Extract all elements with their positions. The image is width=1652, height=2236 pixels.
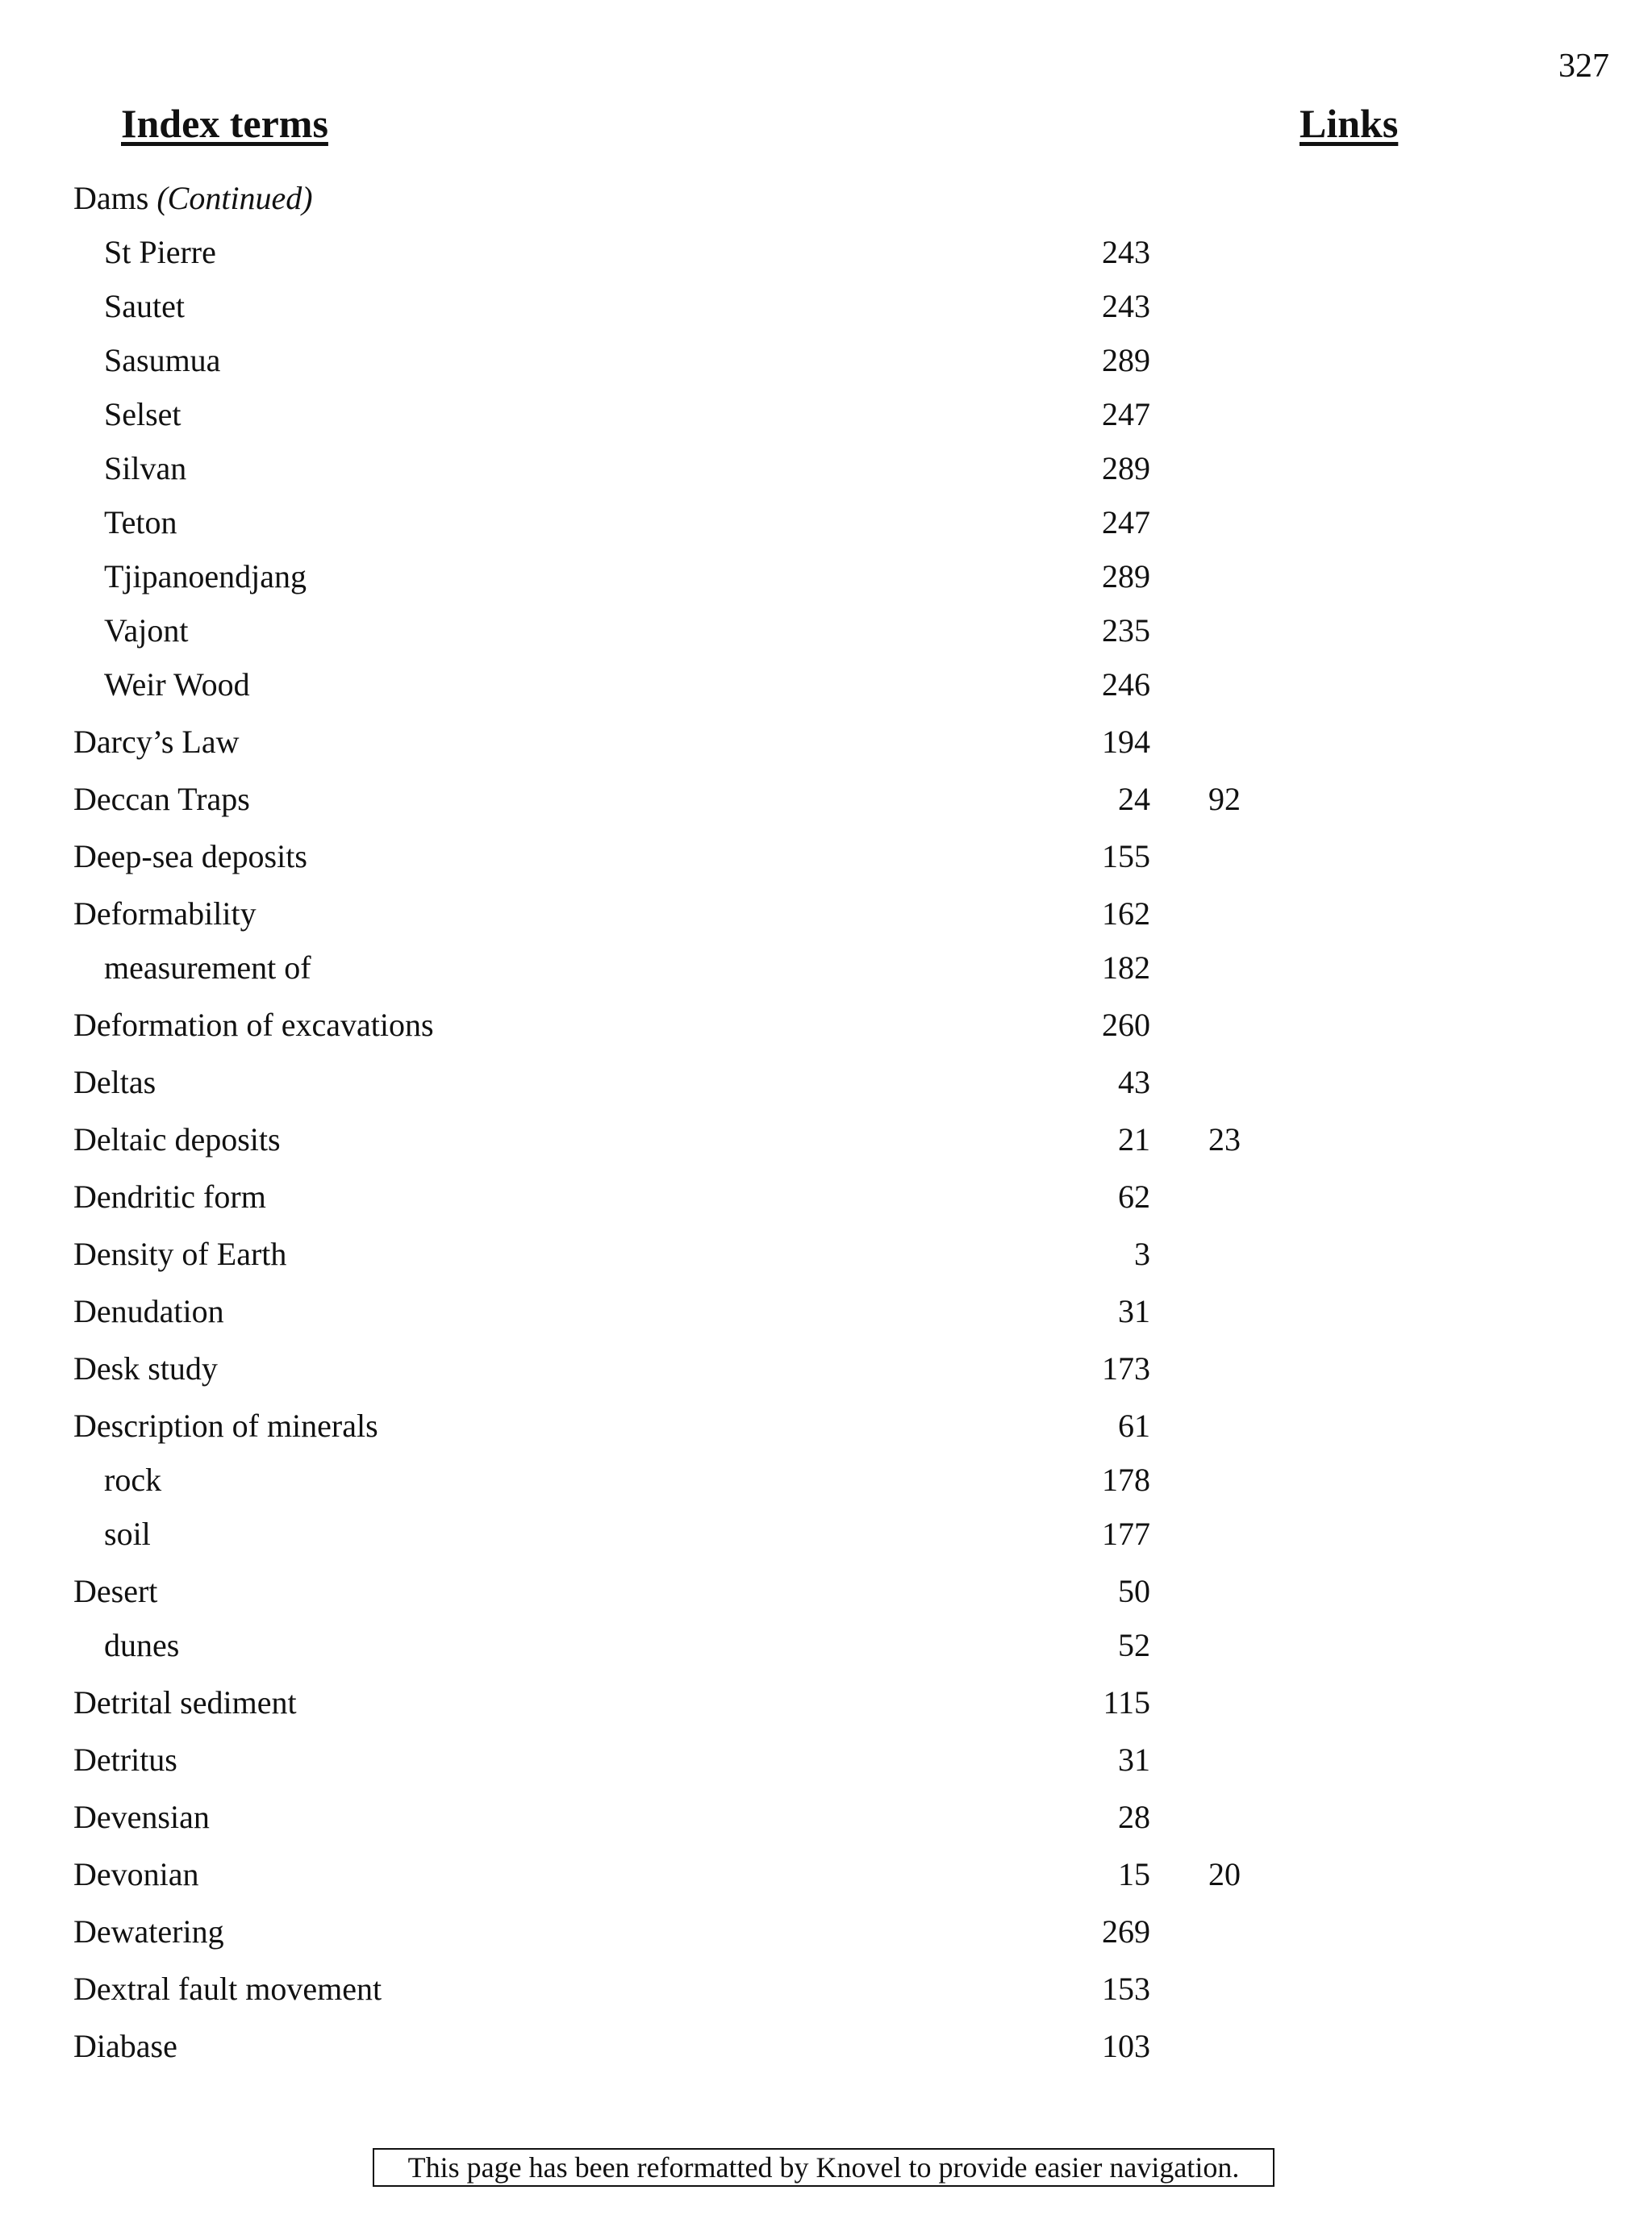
index-entry [0, 661, 1652, 709]
index-term [73, 1058, 156, 1107]
page-link[interactable]: 243 [1102, 234, 1150, 270]
page-link[interactable]: 153 [1102, 1971, 1150, 2007]
index-subterm [104, 944, 311, 992]
index-subterm [104, 1456, 161, 1504]
term-text: measurement of [104, 949, 311, 986]
page-link[interactable]: 52 [1118, 1627, 1150, 1663]
index-subterm [104, 336, 220, 385]
page-link[interactable]: 20 [1208, 1856, 1241, 1892]
page-link[interactable]: 92 [1208, 781, 1241, 817]
term-text: Sautet [104, 288, 185, 324]
term-text: Deep-sea deposits [73, 838, 307, 874]
page-link[interactable]: 182 [1102, 949, 1150, 986]
term-text: soil [104, 1516, 151, 1552]
term-text: Darcy’s Law [73, 724, 240, 760]
index-entry [0, 1621, 1652, 1670]
term-text: Deltaic deposits [73, 1121, 281, 1158]
term-text: Vajont [104, 612, 189, 649]
page-link[interactable]: 31 [1118, 1293, 1150, 1329]
index-term [73, 1567, 157, 1616]
term-text: Deformation of excavations [73, 1007, 434, 1043]
page-link[interactable]: 194 [1102, 724, 1150, 760]
term-text: Deformability [73, 895, 257, 932]
index-term [73, 1116, 281, 1164]
term-text: Weir Wood [104, 666, 250, 703]
term-text: Dams [73, 180, 149, 216]
term-text: Devensian [73, 1799, 210, 1835]
index-entry [0, 1402, 1652, 1450]
index-term [73, 1345, 218, 1393]
index-subterm [104, 444, 186, 493]
index-subterm [104, 1621, 179, 1670]
index-entry [0, 1345, 1652, 1393]
index-term [73, 1402, 378, 1450]
index-entry [0, 607, 1652, 655]
index-term [73, 890, 257, 938]
index-subterm [104, 661, 250, 709]
index-entry [0, 174, 1652, 223]
page-link[interactable]: 61 [1118, 1408, 1150, 1444]
index-entry [0, 1116, 1652, 1164]
index-term [73, 1736, 177, 1784]
page-link[interactable]: 15 [1118, 1856, 1150, 1892]
index-term [73, 1793, 210, 1842]
index-entry [0, 1736, 1652, 1784]
index-entry [0, 1850, 1652, 1899]
index-term [73, 174, 313, 223]
term-text: Diabase [73, 2028, 177, 2064]
index-subterm [104, 499, 177, 547]
index-entry [0, 1287, 1652, 1336]
links-heading: Links [1299, 101, 1399, 146]
page-link[interactable]: 155 [1102, 838, 1150, 874]
page-link[interactable]: 115 [1103, 1684, 1150, 1721]
index-entry [0, 228, 1652, 277]
term-text: Deccan Traps [73, 781, 250, 817]
page-link[interactable]: 62 [1118, 1178, 1150, 1215]
term-text: Teton [104, 504, 177, 540]
page-link[interactable]: 43 [1118, 1064, 1150, 1100]
index-entry [0, 1058, 1652, 1107]
index-term [73, 1965, 382, 2013]
index-term [73, 832, 307, 881]
term-text: Detrital sediment [73, 1684, 297, 1721]
page-link[interactable]: 50 [1118, 1573, 1150, 1609]
index-entry [0, 1510, 1652, 1558]
continued-note: (Continued) [156, 180, 313, 216]
page-link[interactable]: 21 [1118, 1121, 1150, 1158]
term-text: dunes [104, 1627, 180, 1663]
page-link[interactable]: 28 [1118, 1799, 1150, 1835]
index-subterm [104, 228, 216, 277]
index-entry [0, 282, 1652, 331]
index-entry [0, 1567, 1652, 1616]
term-text: St Pierre [104, 234, 216, 270]
index-term [73, 2022, 177, 2071]
term-text: Deltas [73, 1064, 156, 1100]
term-text: Desert [73, 1573, 158, 1609]
index-entry [0, 1908, 1652, 1956]
page-link[interactable]: 260 [1102, 1007, 1150, 1043]
page-link[interactable]: 162 [1102, 895, 1150, 932]
page-link[interactable]: 289 [1102, 342, 1150, 378]
index-entry [0, 499, 1652, 547]
page-link[interactable]: 24 [1118, 781, 1150, 817]
page-link[interactable]: 103 [1102, 2028, 1150, 2064]
index-entry [0, 1173, 1652, 1221]
term-text: Dewatering [73, 1913, 224, 1950]
index-entry [0, 390, 1652, 439]
term-text: rock [104, 1462, 162, 1498]
index-entry [0, 1793, 1652, 1842]
index-entry [0, 1965, 1652, 2013]
index-term [73, 1001, 434, 1049]
page-link[interactable]: 235 [1102, 612, 1150, 649]
page-link[interactable]: 173 [1102, 1350, 1150, 1387]
index-entry [0, 553, 1652, 601]
index-entry [0, 1679, 1652, 1727]
page-link[interactable]: 269 [1102, 1913, 1150, 1950]
page-link[interactable]: 289 [1102, 450, 1150, 486]
term-text: Dextral fault movement [73, 1971, 382, 2007]
index-entry [0, 444, 1652, 493]
index-term [73, 1230, 286, 1279]
index-entry [0, 944, 1652, 992]
page-link[interactable]: 177 [1102, 1516, 1150, 1552]
index-entry [0, 832, 1652, 881]
page-link[interactable]: 246 [1102, 666, 1150, 703]
index-term [73, 1908, 224, 1956]
index-terms-heading: Index terms [121, 101, 328, 146]
term-text: Detritus [73, 1742, 177, 1778]
index-entry [0, 336, 1652, 385]
index-subterm [104, 607, 188, 655]
page-link[interactable]: 23 [1208, 1121, 1241, 1158]
term-text: Desk study [73, 1350, 218, 1387]
index-term [73, 718, 239, 766]
index-entry [0, 1456, 1652, 1504]
index-subterm [104, 1510, 151, 1558]
term-text: Silvan [104, 450, 187, 486]
index-term [73, 1679, 297, 1727]
index-entry [0, 2022, 1652, 2071]
index-subterm [104, 282, 185, 331]
term-text: Description of minerals [73, 1408, 378, 1444]
page-link[interactable]: 31 [1118, 1742, 1150, 1778]
index-subterm [104, 553, 307, 601]
index-entry [0, 1230, 1652, 1279]
page-link[interactable]: 247 [1102, 396, 1150, 432]
page-number: 327 [1558, 48, 1609, 85]
index-entry [0, 1001, 1652, 1049]
term-text: Density of Earth [73, 1236, 287, 1272]
index-entry [0, 890, 1652, 938]
index-entry [0, 775, 1652, 824]
index-subterm [104, 390, 181, 439]
page-link[interactable]: 3 [1134, 1236, 1150, 1272]
page-link[interactable]: 289 [1102, 558, 1150, 594]
term-text: Tjipanoendjang [104, 558, 307, 594]
index-entry [0, 718, 1652, 766]
index-term [73, 775, 250, 824]
index-term [73, 1850, 199, 1899]
index-term [73, 1173, 266, 1221]
page-link[interactable]: 247 [1102, 504, 1150, 540]
term-text: Sasumua [104, 342, 221, 378]
page-link[interactable]: 243 [1102, 288, 1150, 324]
term-text: Denudation [73, 1293, 224, 1329]
knovel-reformat-notice: This page has been reformatted by Knovel to provide easier navigation. [373, 2148, 1274, 2187]
term-text: Dendritic form [73, 1178, 266, 1215]
term-text: Selset [104, 396, 181, 432]
page-link[interactable]: 178 [1102, 1462, 1150, 1498]
term-text: Devonian [73, 1856, 199, 1892]
index-term [73, 1287, 224, 1336]
